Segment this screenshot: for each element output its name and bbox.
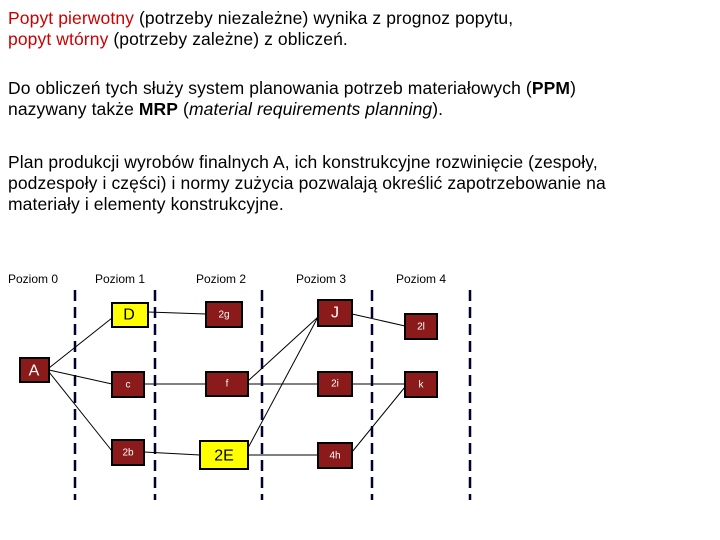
node-label-f: f (225, 378, 229, 390)
node-label-D: D (123, 306, 135, 324)
edge-2b-2E (144, 452, 200, 455)
text-mrp-d: nazywany także (8, 99, 139, 119)
level-label-1: Poziom 1 (95, 272, 146, 286)
edge-A-2b (49, 372, 112, 451)
node-label-J: J (331, 304, 339, 322)
node-label-2g: 2g (218, 309, 230, 321)
node-label-4h: 4h (329, 450, 341, 462)
node-label-A: A (28, 362, 40, 380)
level-label-3: Poziom 3 (296, 272, 347, 286)
text-secondary-demand-desc: (potrzeby zależne) z obliczeń. (108, 29, 348, 49)
edge-J-2l (352, 314, 405, 326)
level-label-4: Poziom 4 (396, 272, 447, 286)
line-plan-2: podzespoły i części) i normy zużycia pozwalają określić zapotrzebowanie na (8, 173, 606, 193)
text-mrp-h: ). (432, 99, 444, 119)
term-secondary-demand: popyt wtórny (8, 29, 109, 49)
text-mrp-c: ) (570, 78, 577, 98)
node-label-2E: 2E (214, 447, 234, 465)
term-primary-demand: Popyt pierwotny (8, 8, 135, 28)
level-label-0: Poziom 0 (8, 272, 59, 286)
edge-f-J (248, 317, 318, 381)
edge-4h-k (352, 387, 405, 452)
term-mrp-english: material requirements planning (188, 99, 433, 119)
edge-D-2g (148, 312, 206, 314)
edge-2E-J (248, 317, 318, 448)
node-label-k: k (418, 379, 424, 391)
edge-A-D (49, 318, 112, 368)
abbr-mrp: MRP (138, 99, 179, 119)
level-label-2: Poziom 2 (196, 272, 247, 286)
node-label-2i: 2i (331, 378, 339, 390)
node-label-2l: 2l (417, 321, 425, 333)
text-primary-demand-desc: (potrzeby niezależne) wynika z prognoz popytu, (134, 8, 514, 28)
line-plan-3: materiały i elementy konstrukcyjne. (8, 194, 284, 214)
abbr-ppm: PPM (531, 78, 571, 98)
node-label-c: c (125, 379, 131, 391)
text-mrp-a: Do obliczeń tych służy system planowania potrzeb materiałowych ( (8, 78, 532, 98)
node-label-2b: 2b (122, 447, 134, 459)
line-plan-1: Plan produkcji wyrobów finalnych A, ich konstrukcyjne rozwinięcie (zespoły, (8, 152, 598, 172)
edge-A-c (49, 370, 112, 384)
text-mrp-f: ( (178, 99, 189, 119)
